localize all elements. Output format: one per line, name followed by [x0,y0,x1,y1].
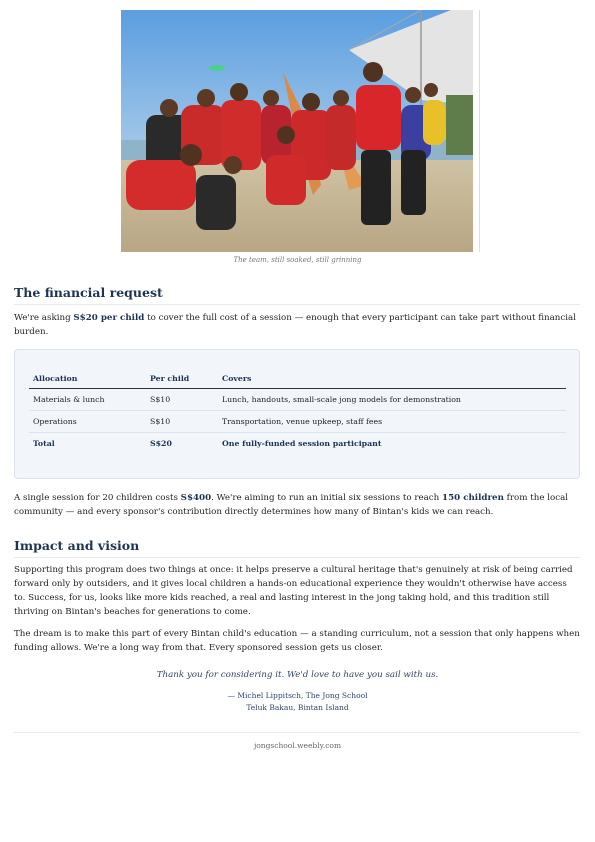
vision-paragraph: The dream is to make this part of every Bintan child's education — a standing curriculum, not a session that only happens when funding allows. We're a long way from that. Every sponsored session gets us closer. [14,629,580,653]
photo-caption: The team, still soaked, still grinning [233,256,362,264]
cell-allocation: Operations [29,411,146,433]
impact-vision-heading: Impact and vision [14,538,140,553]
children-target: 150 children [442,493,504,503]
financial-request-intro [14,311,580,339]
summary-text-3: from the local community — and every sponsor's contribution directly determines how many of Bintan's kids we can reach. [14,493,569,517]
table-row [29,389,566,411]
summary-text-1: A single session for 20 children costs [14,493,181,503]
team-photo [121,10,473,252]
header-covers: Covers [218,368,566,389]
header-allocation: Allocation [29,368,146,389]
team-photo-image [121,10,473,252]
intro-text-pre: We're asking [14,313,74,323]
photo-edge [479,10,480,252]
cell-per-child: S$10 [146,389,218,411]
footer-divider [14,732,580,733]
intro-price: S$20 per child [73,313,145,323]
table-row [29,411,566,433]
total-per-child: S$20 [150,439,172,448]
table-header-row [29,368,566,389]
allocation-table [29,368,566,454]
signature: — Michel Lippitsch, The Jong School [227,691,368,700]
session-summary [14,491,580,519]
summary-text-2: . We're aiming to run an initial six sessions to reach [211,493,443,503]
financial-request-heading: The financial request [14,285,163,300]
session-cost: S$400 [180,493,212,503]
total-label: Total [33,439,55,448]
section-divider [14,557,580,558]
cell-covers: Transportation, venue upkeep, staff fees [218,411,566,433]
footer-url: jongschool.weebly.com [253,741,342,750]
impact-paragraph: Supporting this program does two things at once: it helps preserve a cultural heritage that's genuinely at risk of being carried forward only by outsiders, and it gives local children a hands-on educational experience they wouldn't otherwise have access to. Success, for us, looks like more kids reached, a real and lasting interest in the jong taking hold, and this tradition still thriving on Bintan's beaches for generations to come. [14,565,573,617]
intro-text-post: to cover the full cost of a session — enough that every participant can take part without financial burden. [14,313,576,337]
table-total-row [29,433,566,455]
signature-location: Teluk Bakau, Bintan Island [246,703,349,712]
cell-allocation: Materials & lunch [29,389,146,411]
total-covers: One fully-funded session participant [222,439,382,448]
header-per-child: Per child [146,368,218,389]
thank-you-note: Thank you for considering it. We'd love to have you sail with us. [156,670,439,680]
cell-per-child: S$10 [146,411,218,433]
cell-covers: Lunch, handouts, small-scale jong models for demonstration [218,389,566,411]
section-divider [14,304,580,305]
allocation-table-card [14,349,580,479]
